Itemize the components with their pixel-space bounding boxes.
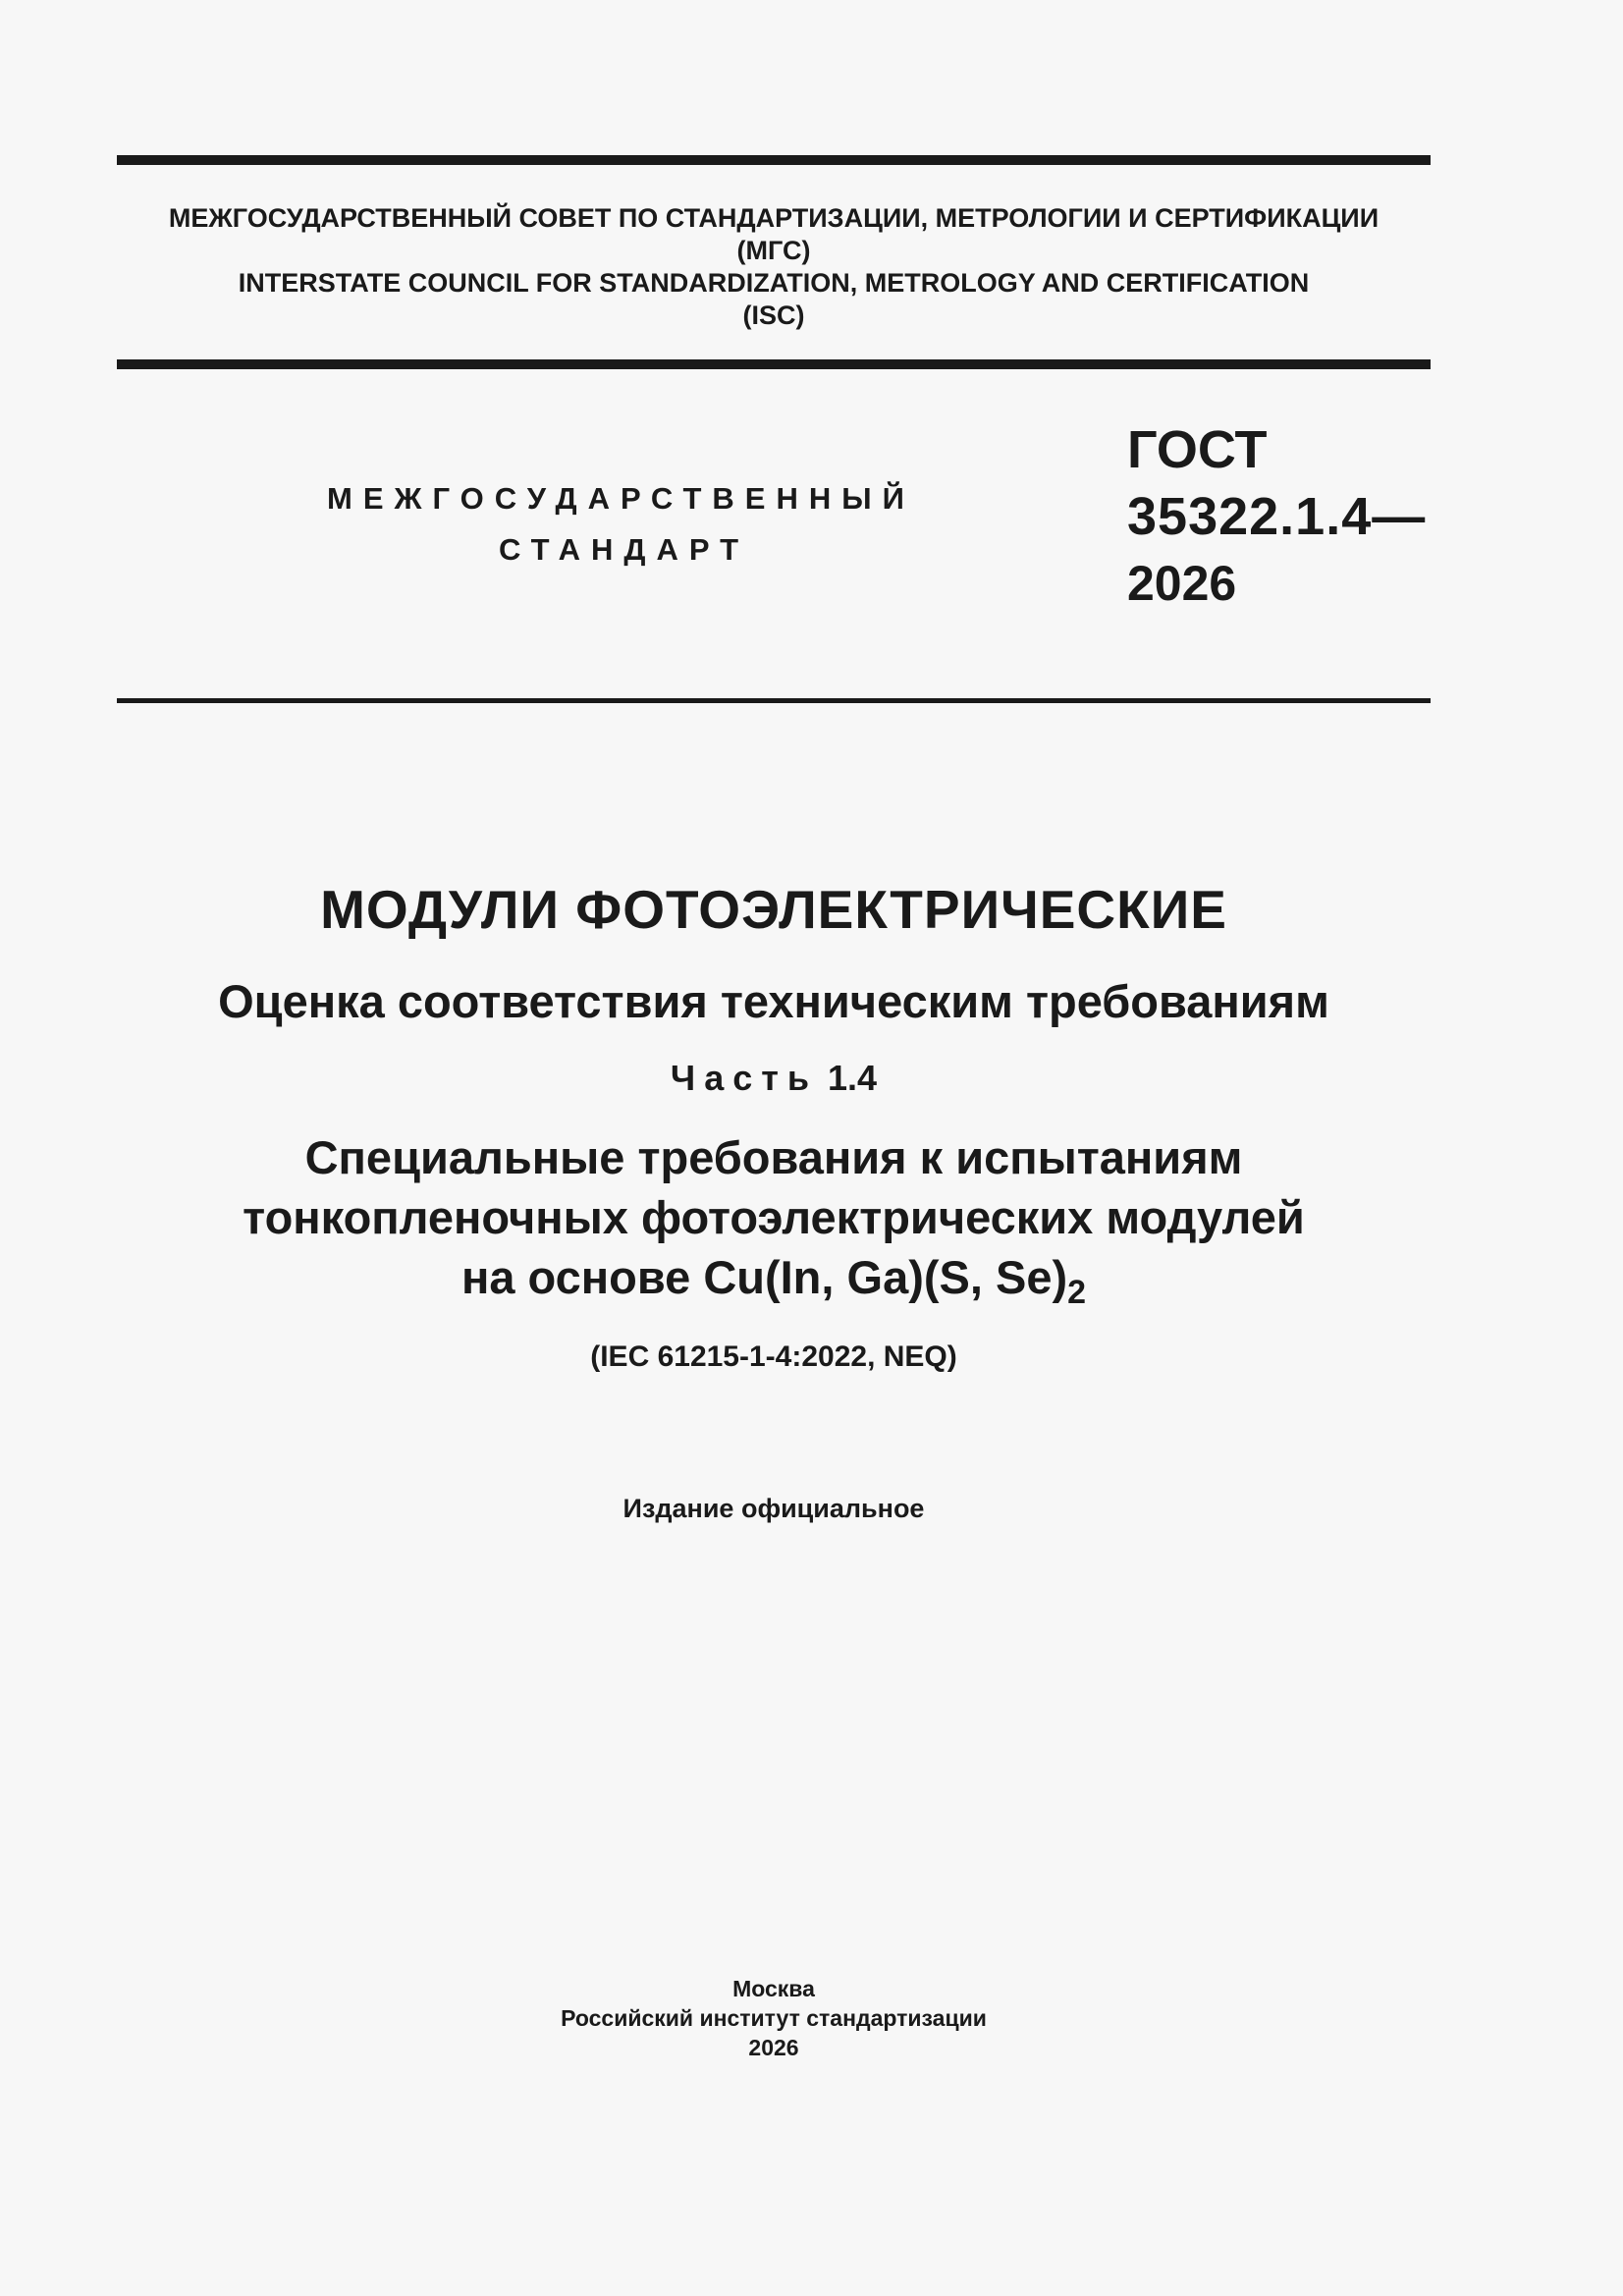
special-title-subscript: 2 xyxy=(1067,1274,1087,1311)
council-header xyxy=(117,202,1431,332)
part-number: 1.4 xyxy=(828,1058,878,1098)
council-abbr-en: (ISC) xyxy=(742,301,805,330)
special-title-line1: Специальные требования к испытаниям xyxy=(304,1131,1243,1183)
special-title-line2: тонкопленочных фотоэлектрических модулей xyxy=(243,1191,1305,1243)
gost-label: ГОСТ xyxy=(1127,420,1268,479)
publisher-year: 2026 xyxy=(748,2035,799,2060)
gost-year: 2026 xyxy=(1127,556,1237,611)
gost-number: 35322.1.4— xyxy=(1127,487,1427,546)
edition-note: Издание официальное xyxy=(622,1494,925,1523)
header-top-rule xyxy=(117,155,1431,165)
gost-designation xyxy=(1127,416,1426,617)
part-designation xyxy=(117,1055,1431,1102)
council-name-en: INTERSTATE COUNCIL FOR STANDARDIZATION, METROLOGY AND CERTIFICATION xyxy=(238,268,1310,298)
special-title-line3-text: на основе Cu(In, Ga)(S, Se) xyxy=(460,1251,1068,1303)
publisher-block xyxy=(117,1974,1431,2062)
main-title: МОДУЛИ ФОТОЭЛЕКТРИЧЕСКИЕ xyxy=(320,879,1227,940)
council-abbr-ru: (МГС) xyxy=(736,236,811,265)
designation-rule xyxy=(117,698,1431,703)
iec-reference: (IEC 61215-1-4:2022, NEQ) xyxy=(590,1340,957,1373)
subtitle: Оценка соответствия техническим требованиям xyxy=(218,975,1329,1027)
standard-kind-line2: СТАНДАРТ xyxy=(499,532,750,567)
council-name-ru: МЕЖГОСУДАРСТВЕННЫЙ СОВЕТ ПО СТАНДАРТИЗАЦИИ, МЕТРОЛОГИИ И СЕРТИФИКАЦИИ xyxy=(168,203,1380,233)
publisher-city: Москва xyxy=(732,1976,815,2001)
special-title xyxy=(117,1127,1431,1311)
standard-kind-line1: МЕЖГОСУДАРСТВЕННЫЙ xyxy=(327,481,915,516)
publisher-institute: Российский институт стандартизации xyxy=(561,2005,987,2031)
header-bottom-rule xyxy=(117,359,1431,369)
special-title-line3 xyxy=(117,1247,1431,1311)
part-word: Часть xyxy=(670,1058,819,1098)
